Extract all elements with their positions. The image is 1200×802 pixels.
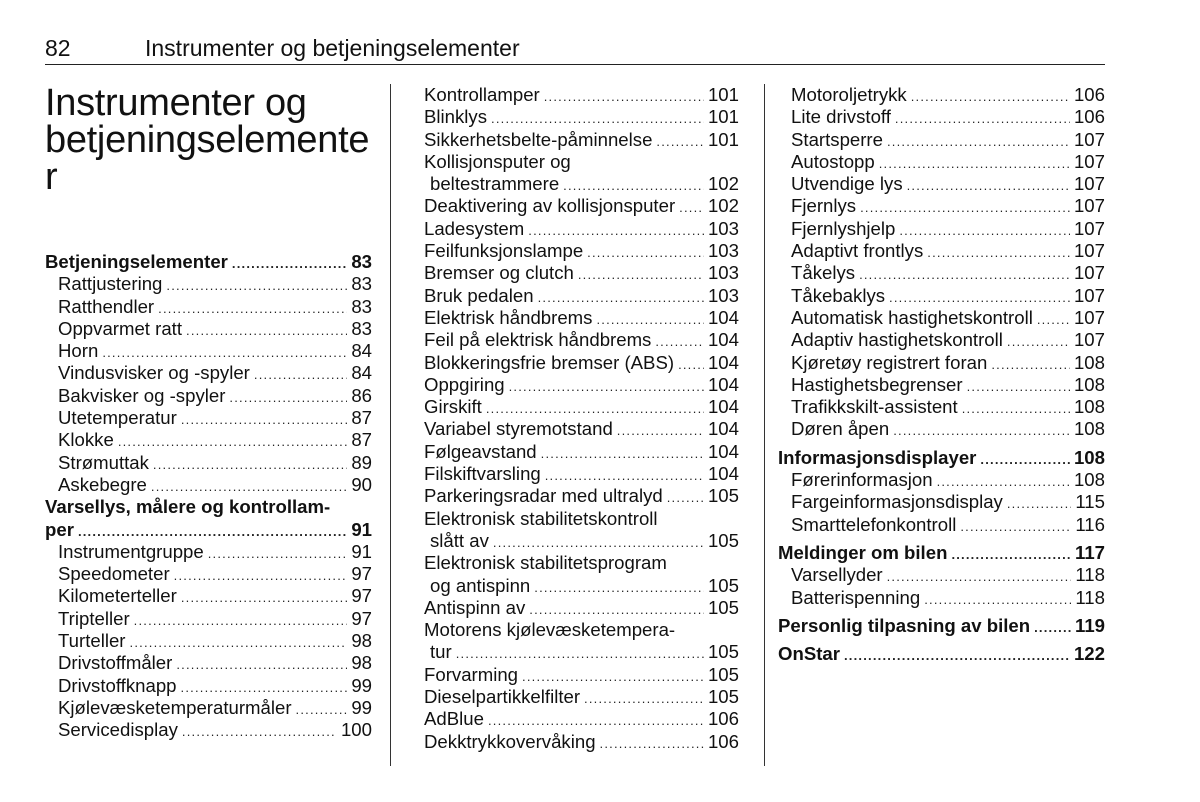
toc-entry[interactable]: Elektronisk stabilitetsprogram <box>424 552 667 574</box>
toc-entry[interactable]: Ratthendler ..... 83 <box>45 296 372 318</box>
toc-section-heading[interactable]: Betjeningselementer ..... 83 <box>45 251 372 273</box>
toc-entry[interactable]: Fjernlyshjelp ..... 107 <box>778 218 1105 240</box>
toc-entry[interactable]: Hastighetsbegrenser ..... 108 <box>778 374 1105 396</box>
toc-entry[interactable]: Motorens kjølevæsketempera- <box>424 619 676 641</box>
toc-entry[interactable]: Servicedisplay ..... 100 <box>45 719 372 741</box>
toc-entry[interactable]: Dieselpartikkelfilter ..... 105 <box>424 686 739 708</box>
toc-entry[interactable]: Motoroljetrykk ..... 106 <box>778 84 1105 106</box>
toc-column-2 <box>424 84 739 753</box>
toc-entry[interactable]: Førerinformasjon ..... 108 <box>778 469 1105 491</box>
toc-entry[interactable]: Elektronisk stabilitetskontroll <box>424 507 658 529</box>
toc-entry[interactable]: Ladesystem ..... 103 <box>424 218 739 240</box>
toc-entry[interactable]: Startsperre ..... 107 <box>778 129 1105 151</box>
toc-entry[interactable]: Oppvarmet ratt ..... 83 <box>45 318 372 340</box>
toc-entry[interactable]: Blinklys ..... 101 <box>424 106 739 128</box>
toc-entry[interactable]: Tåkebaklys ..... 107 <box>778 285 1105 307</box>
toc-entry[interactable]: Adaptiv hastighetskontroll ..... 107 <box>778 329 1105 351</box>
toc-entry[interactable]: Kollisjonsputer og <box>424 150 571 172</box>
toc-section-heading[interactable]: Informasjonsdisplayer ..... 108 <box>778 447 1105 469</box>
toc-entry[interactable]: Bruk pedalen ..... 103 <box>424 285 739 307</box>
toc-entry[interactable]: Trafikkskilt-assistent ..... 108 <box>778 396 1105 418</box>
toc-column-1 <box>45 251 372 742</box>
toc-entry[interactable]: Autostopp ..... 107 <box>778 151 1105 173</box>
toc-entry[interactable]: Tåkelys ..... 107 <box>778 262 1105 284</box>
toc-entry[interactable]: Rattjustering ..... 83 <box>45 273 372 295</box>
toc-entry[interactable]: Antispinn av ..... 105 <box>424 597 739 619</box>
toc-entry[interactable]: Feil på elektrisk håndbrems ..... 104 <box>424 329 739 351</box>
chapter-title-line: betjeningselemente <box>45 119 370 161</box>
toc-entry[interactable]: Bakvisker og -spyler ..... 86 <box>45 385 372 407</box>
toc-entry[interactable]: Instrumentgruppe ..... 91 <box>45 541 372 563</box>
toc-entry[interactable]: Turteller ..... 98 <box>45 630 372 652</box>
toc-entry[interactable]: Parkeringsradar med ultralyd ..... 105 <box>424 485 739 507</box>
toc-entry[interactable]: Adaptivt frontlys ..... 107 <box>778 240 1105 262</box>
toc-entry[interactable]: Forvarming ..... 105 <box>424 664 739 686</box>
toc-entry[interactable]: Bremser og clutch ..... 103 <box>424 262 739 284</box>
toc-entry[interactable]: Varsellyder ..... 118 <box>778 564 1105 586</box>
toc-entry-cont[interactable]: tur ..... 105 <box>424 641 739 663</box>
toc-entry[interactable]: Utetemperatur ..... 87 <box>45 407 372 429</box>
column-divider <box>764 84 765 766</box>
toc-column-3 <box>778 84 1105 665</box>
toc-entry[interactable]: Oppgiring ..... 104 <box>424 374 739 396</box>
page-number: 82 <box>45 35 71 61</box>
toc-entry[interactable]: Smarttelefonkontroll ..... 116 <box>778 514 1105 536</box>
toc-entry[interactable]: Horn ..... 84 <box>45 340 372 362</box>
column-divider <box>390 84 391 766</box>
toc-section-heading[interactable]: OnStar ..... 122 <box>778 643 1105 665</box>
toc-entry[interactable]: Vindusvisker og -spyler ..... 84 <box>45 362 372 384</box>
toc-entry[interactable]: Variabel styremotstand ..... 104 <box>424 418 739 440</box>
toc-section-heading[interactable]: Varsellys, målere og kontrollam- <box>45 496 331 518</box>
toc-entry[interactable]: Dekktrykkovervåking ..... 106 <box>424 731 739 753</box>
toc-entry[interactable]: Batterispenning ..... 118 <box>778 587 1105 609</box>
toc-entry[interactable]: Tripteller ..... 97 <box>45 608 372 630</box>
toc-section-heading-cont[interactable]: per ..... 91 <box>45 519 372 541</box>
toc-entry[interactable]: Girskift ..... 104 <box>424 396 739 418</box>
running-title: Instrumenter og betjeningselementer <box>145 35 520 61</box>
toc-entry[interactable]: Kilometerteller ..... 97 <box>45 585 372 607</box>
page-header <box>45 34 1105 65</box>
toc-entry-cont[interactable]: slått av ..... 105 <box>424 530 739 552</box>
toc-section-heading[interactable]: Personlig tilpasning av bilen ..... 119 <box>778 615 1105 637</box>
toc-entry-cont[interactable]: beltestrammere ..... 102 <box>424 173 739 195</box>
chapter-title-line: Instrumenter og <box>45 82 307 124</box>
toc-entry[interactable]: Kontrollamper ..... 101 <box>424 84 739 106</box>
toc-entry[interactable]: Fargeinformasjonsdisplay ..... 115 <box>778 491 1105 513</box>
toc-entry[interactable]: Fjernlys ..... 107 <box>778 195 1105 217</box>
chapter-title-line: r <box>45 156 58 198</box>
toc-entry[interactable]: Speedometer ..... 97 <box>45 563 372 585</box>
toc-entry[interactable]: AdBlue ..... 106 <box>424 708 739 730</box>
toc-entry[interactable]: Askebegre ..... 90 <box>45 474 372 496</box>
toc-entry[interactable]: Deaktivering av kollisjonsputer ..... 102 <box>424 195 739 217</box>
toc-entry[interactable]: Følgeavstand ..... 104 <box>424 441 739 463</box>
toc-entry[interactable]: Lite drivstoff ..... 106 <box>778 106 1105 128</box>
toc-entry[interactable]: Drivstoffmåler ..... 98 <box>45 652 372 674</box>
toc-entry[interactable]: Automatisk hastighetskontroll ..... 107 <box>778 307 1105 329</box>
toc-entry[interactable]: Klokke ..... 87 <box>45 429 372 451</box>
toc-entry[interactable]: Kjøretøy registrert foran ..... 108 <box>778 352 1105 374</box>
toc-entry[interactable]: Drivstoffknapp ..... 99 <box>45 675 372 697</box>
chapter-title <box>45 82 375 198</box>
toc-entry[interactable]: Elektrisk håndbrems ..... 104 <box>424 307 739 329</box>
toc-entry[interactable]: Utvendige lys ..... 107 <box>778 173 1105 195</box>
toc-section-heading[interactable]: Meldinger om bilen ..... 117 <box>778 542 1105 564</box>
toc-entry[interactable]: Strømuttak ..... 89 <box>45 452 372 474</box>
toc-entry[interactable]: Kjølevæsketemperaturmåler ..... 99 <box>45 697 372 719</box>
toc-entry-cont[interactable]: og antispinn ..... 105 <box>424 575 739 597</box>
toc-entry[interactable]: Filskiftvarsling ..... 104 <box>424 463 739 485</box>
toc-entry[interactable]: Feilfunksjonslampe ..... 103 <box>424 240 739 262</box>
toc-entry[interactable]: Sikkerhetsbelte-påminnelse ..... 101 <box>424 129 739 151</box>
toc-entry[interactable]: Døren åpen ..... 108 <box>778 418 1105 440</box>
toc-entry[interactable]: Blokkeringsfrie bremser (ABS) ..... 104 <box>424 352 739 374</box>
